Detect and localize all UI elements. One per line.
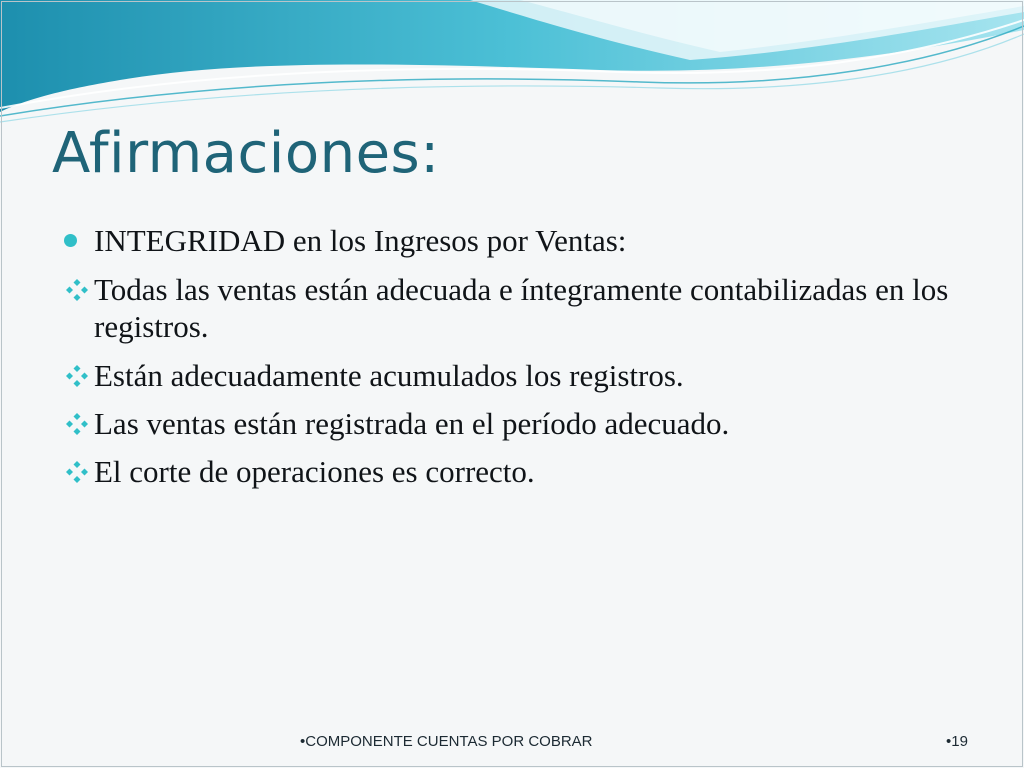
bullet-text: Las ventas están registrada en el período adecuado. bbox=[94, 405, 730, 441]
bullet-text: El corte de operaciones es correcto. bbox=[94, 453, 535, 489]
dot-bullet-icon bbox=[64, 234, 77, 247]
header-wave-decoration bbox=[0, 0, 1024, 130]
bullet-text: INTEGRIDAD en los Ingresos por Ventas: bbox=[94, 223, 627, 258]
bullet-item-1 bbox=[62, 222, 962, 259]
bullet-item-4 bbox=[62, 405, 962, 442]
bullet-item-5 bbox=[62, 453, 962, 490]
bullet-list bbox=[62, 222, 962, 501]
bullet-text: Todas las ventas están adecuada e íntegramente contabilizadas en los registros. bbox=[94, 272, 949, 345]
bullet-item-2 bbox=[62, 271, 962, 345]
four-diamond-bullet-icon bbox=[64, 459, 90, 485]
four-diamond-bullet-icon bbox=[64, 411, 90, 437]
slide-title: Afirmaciones: bbox=[52, 121, 440, 186]
slide-footer: •COMPONENTE CUENTAS POR COBRAR bbox=[300, 733, 593, 750]
bullet-item-3 bbox=[62, 357, 962, 394]
slide-page-number: •19 bbox=[946, 733, 968, 750]
four-diamond-bullet-icon bbox=[64, 363, 90, 389]
bullet-text: Están adecuadamente acumulados los registros. bbox=[94, 357, 684, 393]
four-diamond-bullet-icon bbox=[64, 277, 90, 303]
